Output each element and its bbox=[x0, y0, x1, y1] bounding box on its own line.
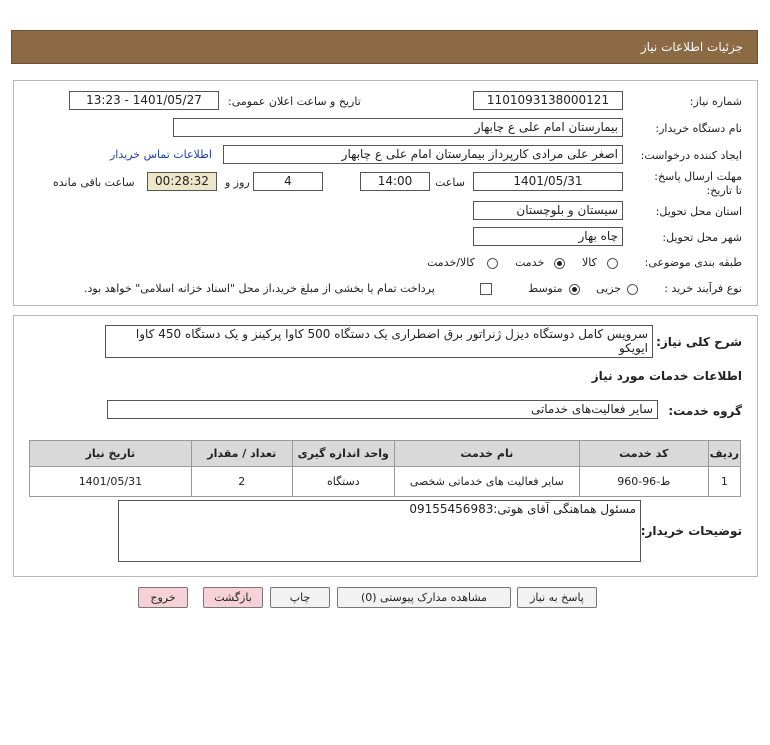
services-heading: اطلاعات خدمات مورد نیاز bbox=[591, 369, 742, 383]
remaining-time-label: ساعت باقی مانده bbox=[53, 176, 135, 189]
process-medium-radio[interactable] bbox=[569, 284, 580, 295]
requester-field[interactable]: اصغر علی مرادی کارپرداز بیمارستان امام علی ع چابهار bbox=[223, 145, 623, 164]
need-number-label: شماره نیاز: bbox=[689, 95, 742, 108]
days-label: روز و bbox=[225, 176, 250, 189]
province-label: استان محل تحویل: bbox=[655, 205, 742, 218]
process-medium-label: متوسط bbox=[528, 282, 563, 295]
category-goods-service-radio[interactable] bbox=[487, 258, 498, 269]
city-label: شهر محل تحویل: bbox=[662, 231, 742, 244]
category-goods-service-label: کالا/خدمت bbox=[427, 256, 475, 269]
category-goods-radio[interactable] bbox=[607, 258, 618, 269]
treasury-payment-checkbox[interactable] bbox=[480, 283, 492, 295]
cell-service-code: ط-96-960 bbox=[579, 467, 708, 497]
table-row bbox=[30, 467, 741, 497]
buyer-contact-link[interactable]: اطلاعات تماس خریدار bbox=[110, 148, 212, 161]
remaining-time-field: 00:28:32 bbox=[147, 172, 217, 191]
category-label: طبقه بندی موضوعی: bbox=[644, 256, 742, 269]
back-button[interactable]: بازگشت bbox=[203, 587, 263, 608]
cell-row-number: 1 bbox=[708, 467, 740, 497]
cell-quantity: 2 bbox=[191, 467, 292, 497]
buyer-notes-field: مسئول هماهنگی آقای هوتی:09155456983 bbox=[118, 500, 641, 562]
process-minor-label: جزیی bbox=[596, 282, 622, 295]
process-type-label: نوع فرآیند خرید : bbox=[664, 282, 742, 295]
service-group-label: گروه خدمت: bbox=[668, 404, 742, 418]
buyer-notes-label: توضیحات خریدار: bbox=[640, 524, 742, 538]
need-number-field[interactable]: 1101093138000121 bbox=[473, 91, 623, 110]
col-unit: واحد اندازه گیری bbox=[292, 441, 394, 467]
table-header-row bbox=[30, 441, 741, 467]
cell-unit: دستگاه bbox=[292, 467, 394, 497]
page-header bbox=[11, 30, 758, 64]
need-info-panel bbox=[13, 80, 758, 306]
city-field[interactable]: چاه بهار bbox=[473, 227, 623, 246]
cell-need-date: 1401/05/31 bbox=[30, 467, 192, 497]
requester-label: ایجاد کننده درخواست: bbox=[640, 149, 742, 162]
province-field[interactable]: سیستان و بلوچستان bbox=[473, 201, 623, 220]
buyer-org-field[interactable]: بیمارستان امام علی ع چابهار bbox=[173, 118, 623, 137]
page-title: جزئیات اطلاعات نیاز bbox=[640, 40, 743, 54]
category-service-radio[interactable] bbox=[554, 258, 565, 269]
deadline-time-field[interactable]: 14:00 bbox=[360, 172, 430, 191]
days-field[interactable]: 4 bbox=[253, 172, 323, 191]
reply-button[interactable]: پاسخ به نیاز bbox=[517, 587, 597, 608]
announce-datetime-field[interactable]: 1401/05/27 - 13:23 bbox=[69, 91, 219, 110]
category-goods-label: کالا bbox=[582, 256, 597, 269]
cell-service-name: سایر فعالیت های خدماتی شخصی bbox=[394, 467, 579, 497]
service-group-field: سایر فعالیت‌های خدماتی bbox=[107, 400, 658, 419]
deadline-time-label: ساعت bbox=[435, 176, 465, 189]
process-minor-radio[interactable] bbox=[627, 284, 638, 295]
buyer-org-label: نام دستگاه خریدار: bbox=[655, 122, 742, 135]
col-service-name: نام خدمت bbox=[394, 441, 579, 467]
treasury-payment-note: پرداخت تمام یا بخشی از مبلغ خرید،از محل "اسناد خزانه اسلامی" خواهد بود. bbox=[84, 282, 435, 295]
announce-datetime-label: تاریخ و ساعت اعلان عمومی: bbox=[228, 95, 361, 108]
category-service-label: خدمت bbox=[515, 256, 545, 269]
col-service-code: کد خدمت bbox=[579, 441, 708, 467]
deadline-date-field[interactable]: 1401/05/31 bbox=[473, 172, 623, 191]
summary-field: سرویس کامل دوستگاه دیزل ژنراتور برق اضطراری یک دستگاه 500 کاوا پرکینز و یک دستگاه 450 کاوا ایویکو bbox=[105, 325, 653, 358]
col-need-date: تاریخ نیاز bbox=[30, 441, 192, 467]
exit-button[interactable]: خروج bbox=[138, 587, 188, 608]
summary-label: شرح کلی نیاز: bbox=[656, 335, 742, 349]
deadline-label: مهلت ارسال پاسخ: تا تاریخ: bbox=[654, 170, 742, 197]
print-button[interactable]: چاپ bbox=[270, 587, 330, 608]
col-quantity: تعداد / مقدار bbox=[191, 441, 292, 467]
services-table bbox=[29, 440, 741, 497]
col-row-number: ردیف bbox=[708, 441, 740, 467]
view-attachments-button[interactable]: مشاهده مدارک پیوستی (0) bbox=[337, 587, 511, 608]
